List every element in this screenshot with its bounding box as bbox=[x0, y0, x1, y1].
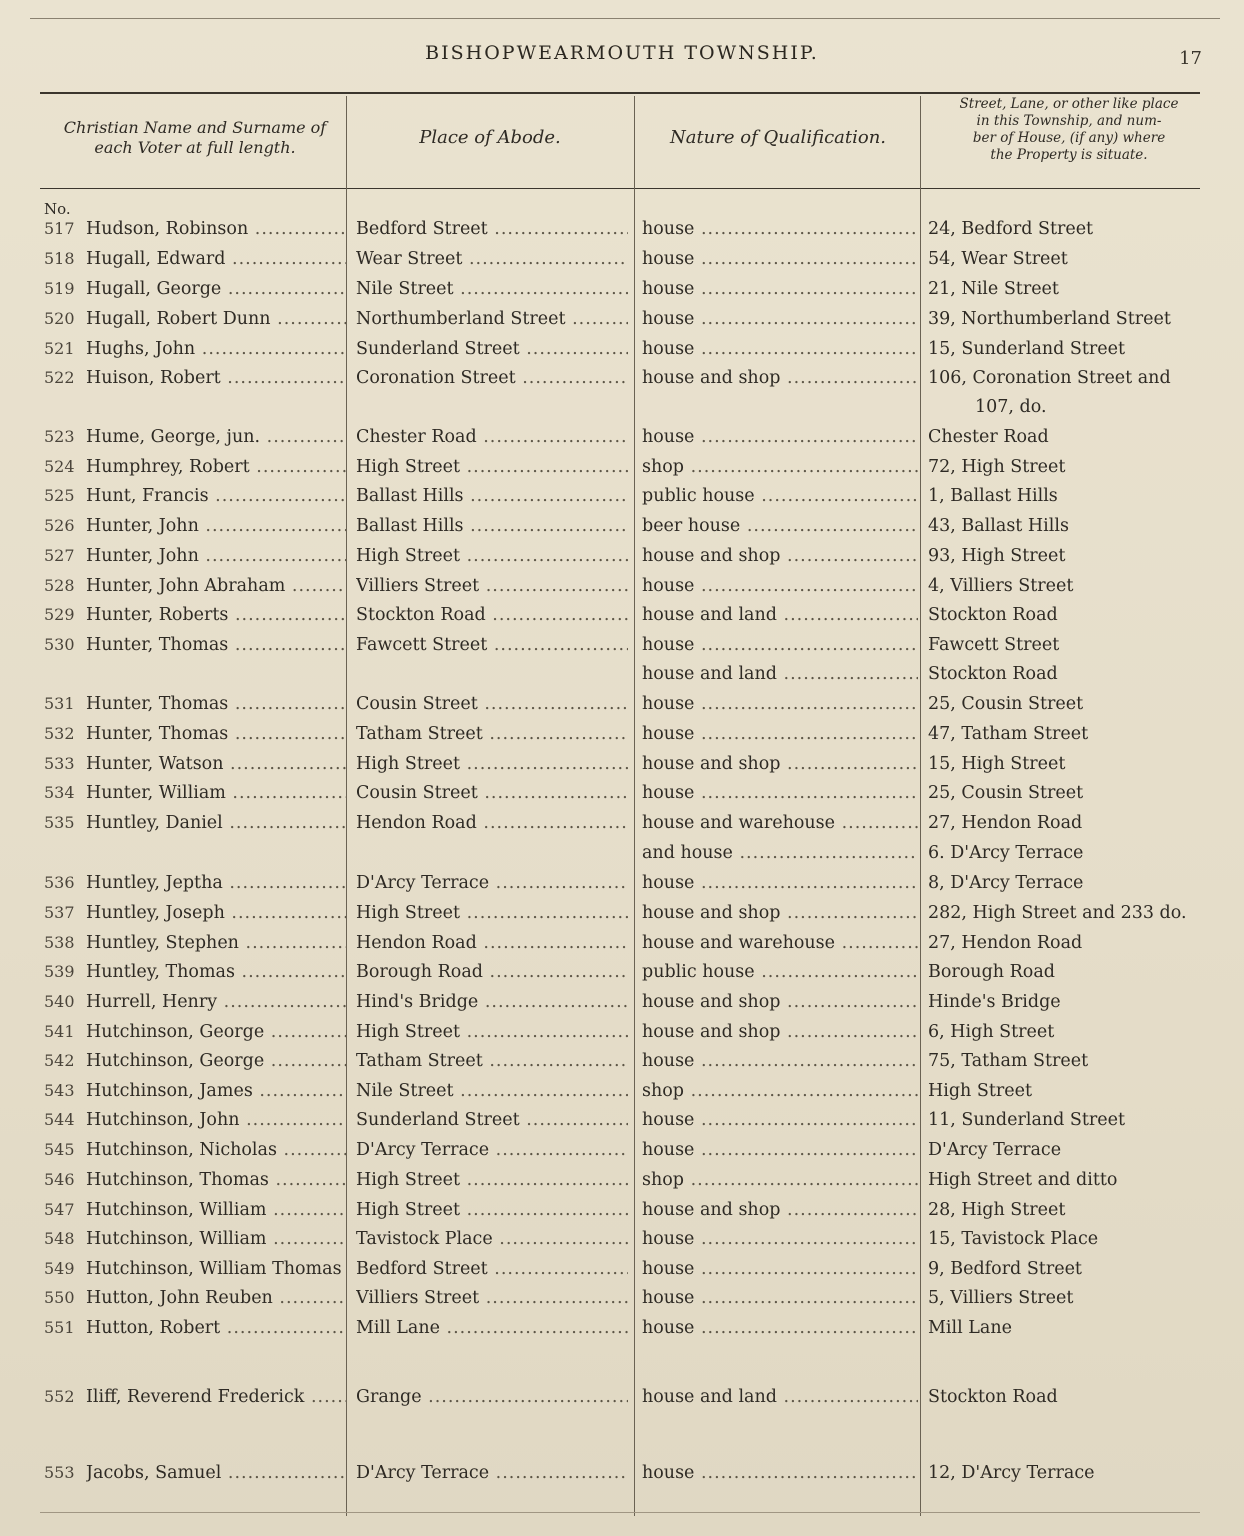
voter-number: 542 bbox=[44, 1051, 75, 1070]
place-of-abode: Fawcett Street ..... bbox=[356, 630, 628, 660]
voter-number: 551 bbox=[44, 1318, 75, 1337]
page-number: 17 bbox=[1179, 48, 1202, 69]
property-location: 15, Sunderland Street bbox=[928, 339, 1126, 359]
property-location: 25, Cousin Street bbox=[928, 783, 1084, 803]
qualification: house and shop ..... bbox=[642, 749, 918, 779]
table-row bbox=[0, 274, 1244, 304]
place-of-abode: Hind's Bridge ..... bbox=[356, 987, 628, 1017]
qualification: house and land ..... bbox=[642, 1382, 918, 1412]
voter-name: Hugall, Robert Dunn ..... bbox=[86, 304, 346, 334]
qualification: house and shop ..... bbox=[642, 987, 918, 1017]
voter-number: 536 bbox=[44, 873, 75, 892]
table-row bbox=[0, 334, 1244, 364]
table-row bbox=[0, 1283, 1244, 1313]
qualification: house and shop ..... bbox=[642, 363, 918, 393]
voter-number: 521 bbox=[44, 339, 75, 358]
table-row bbox=[0, 571, 1244, 601]
voter-number: 524 bbox=[44, 457, 75, 476]
voter-number: 529 bbox=[44, 605, 75, 624]
property-location: 27, Hendon Road bbox=[928, 933, 1083, 953]
header-rule-top bbox=[40, 92, 1200, 94]
voter-name: Hunt, Francis ..... bbox=[86, 481, 346, 511]
place-of-abode: Borough Road ..... bbox=[356, 957, 628, 987]
table-row bbox=[0, 481, 1244, 511]
table-row bbox=[0, 898, 1244, 928]
voter-name: Hudson, Robinson ..... bbox=[86, 214, 346, 244]
property-location: 21, Nile Street bbox=[928, 279, 1059, 299]
place-of-abode: Cousin Street ..... bbox=[356, 689, 628, 719]
voter-name: Hunter, Thomas ..... bbox=[86, 689, 346, 719]
qualification: house ..... bbox=[642, 304, 918, 334]
qualification: shop ..... bbox=[642, 1076, 918, 1106]
voter-number: 543 bbox=[44, 1081, 75, 1100]
voter-name: Hutchinson, Nicholas ..... bbox=[86, 1135, 346, 1165]
continuation-line-522: 107, do. bbox=[975, 397, 1047, 417]
voter-name: Huntley, Daniel ..... bbox=[86, 808, 346, 838]
column-header-abode: Place of Abode. bbox=[419, 127, 561, 148]
place-of-abode: Mill Lane ..... bbox=[356, 1313, 628, 1343]
qualification: house ..... bbox=[642, 1105, 918, 1135]
table-row bbox=[0, 1458, 1244, 1488]
qualification: house and land ..... bbox=[642, 600, 918, 630]
table-row bbox=[0, 214, 1244, 244]
voter-number: 522 bbox=[44, 368, 75, 387]
qualification: house ..... bbox=[642, 274, 918, 304]
qualification: house and warehouse ..... bbox=[642, 808, 918, 838]
property-location: 25, Cousin Street bbox=[928, 694, 1084, 714]
place-of-abode: Wear Street ..... bbox=[356, 244, 628, 274]
place-of-abode: Hendon Road ..... bbox=[356, 808, 628, 838]
property-location: 54, Wear Street bbox=[928, 249, 1068, 269]
property-location: Fawcett Street bbox=[928, 635, 1060, 655]
voter-name: Huntley, Stephen ..... bbox=[86, 928, 346, 958]
property-location: 72, High Street bbox=[928, 457, 1066, 477]
property-location: High Street and ditto bbox=[928, 1170, 1118, 1190]
voter-number: 546 bbox=[44, 1170, 75, 1189]
qualification: house ..... bbox=[642, 571, 918, 601]
column-header-name bbox=[50, 118, 340, 158]
qualification: house and shop ..... bbox=[642, 1195, 918, 1225]
property-location: 9, Bedford Street bbox=[928, 1259, 1082, 1279]
property-location: 15, Tavistock Place bbox=[928, 1229, 1099, 1249]
voter-number: 550 bbox=[44, 1288, 75, 1307]
qualification: house and shop ..... bbox=[642, 1017, 918, 1047]
property-location: Stockton Road bbox=[928, 605, 1058, 625]
voter-number: 531 bbox=[44, 694, 75, 713]
place-of-abode: High Street ..... bbox=[356, 1195, 628, 1225]
voter-number: 518 bbox=[44, 249, 75, 268]
bottom-rule bbox=[40, 1512, 1200, 1513]
qualification: house and shop ..... bbox=[642, 898, 918, 928]
number-column-label: No. bbox=[44, 200, 71, 218]
voter-name: Huntley, Joseph ..... bbox=[86, 898, 346, 928]
qualification: house ..... bbox=[642, 630, 918, 660]
voter-number: 549 bbox=[44, 1259, 75, 1278]
property-location: Stockton Road bbox=[928, 664, 1058, 684]
voter-name: Hunter, John ..... bbox=[86, 511, 346, 541]
table-row bbox=[0, 1135, 1244, 1165]
property-location: D'Arcy Terrace bbox=[928, 1140, 1062, 1160]
place-of-abode: High Street ..... bbox=[356, 898, 628, 928]
place-of-abode: Northumberland Street ..... bbox=[356, 304, 628, 334]
table-row bbox=[0, 600, 1244, 630]
property-location: 24, Bedford Street bbox=[928, 219, 1094, 239]
voter-name: Hutchinson, John ..... bbox=[86, 1105, 346, 1135]
place-of-abode: Chester Road ..... bbox=[356, 422, 628, 452]
voter-number: 530 bbox=[44, 635, 75, 654]
voter-name: Hutton, John Reuben ..... bbox=[86, 1283, 346, 1313]
qualification: house ..... bbox=[642, 244, 918, 274]
voter-name: Hugall, Edward ..... bbox=[86, 244, 346, 274]
voter-name: Hume, George, jun. ..... bbox=[86, 422, 346, 452]
voter-name: Hunter, Roberts ..... bbox=[86, 600, 346, 630]
table-row bbox=[0, 511, 1244, 541]
qualification: house ..... bbox=[642, 778, 918, 808]
property-location: Hinde's Bridge bbox=[928, 992, 1061, 1012]
voter-name: Hutchinson, Thomas ..... bbox=[86, 1165, 346, 1195]
voter-number: 517 bbox=[44, 219, 75, 238]
voter-name: Hutchinson, George ..... bbox=[86, 1017, 346, 1047]
table-row bbox=[0, 1076, 1244, 1106]
running-title: BISHOPWEARMOUTH TOWNSHIP. bbox=[425, 42, 819, 64]
table-row bbox=[0, 778, 1244, 808]
voter-number: 519 bbox=[44, 279, 75, 298]
voter-number: 532 bbox=[44, 724, 75, 743]
voter-name: Hutchinson, William ..... bbox=[86, 1224, 346, 1254]
qualification: house ..... bbox=[642, 1046, 918, 1076]
place-of-abode: Hendon Road ..... bbox=[356, 928, 628, 958]
column-header-location-line2: in this Township, and num- bbox=[976, 113, 1162, 129]
voter-name: Hutchinson, William Thomas ..... bbox=[86, 1254, 346, 1284]
voter-name: Iliff, Reverend Frederick ..... bbox=[86, 1382, 346, 1412]
property-location: 75, Tatham Street bbox=[928, 1051, 1089, 1071]
voter-name: Hunter, John ..... bbox=[86, 541, 346, 571]
voter-name: Hutchinson, William ..... bbox=[86, 1195, 346, 1225]
property-location: 282, High Street and 233 do. bbox=[928, 903, 1187, 923]
table-row bbox=[0, 868, 1244, 898]
table-row bbox=[0, 1017, 1244, 1047]
property-location: 43, Ballast Hills bbox=[928, 516, 1069, 536]
place-of-abode: D'Arcy Terrace ..... bbox=[356, 1458, 628, 1488]
place-of-abode: Grange ..... bbox=[356, 1382, 628, 1412]
column-header-location-line4: the Property is situate. bbox=[990, 147, 1148, 163]
column-header-qualification: Nature of Qualification. bbox=[669, 127, 887, 148]
table-row bbox=[0, 304, 1244, 334]
voter-number: 528 bbox=[44, 576, 75, 595]
place-of-abode: High Street ..... bbox=[356, 1165, 628, 1195]
qualification: public house ..... bbox=[642, 957, 918, 987]
voter-name: Hunter, Watson ..... bbox=[86, 749, 346, 779]
column-header-location bbox=[924, 96, 1214, 164]
voter-number: 544 bbox=[44, 1110, 75, 1129]
property-location: 4, Villiers Street bbox=[928, 576, 1074, 596]
table-row bbox=[0, 422, 1244, 452]
table-row bbox=[0, 541, 1244, 571]
voter-number: 548 bbox=[44, 1229, 75, 1248]
table-row bbox=[0, 987, 1244, 1017]
voter-number: 541 bbox=[44, 1022, 75, 1041]
voter-name: Hughs, John ..... bbox=[86, 334, 346, 364]
voter-name: Huison, Robert ..... bbox=[86, 363, 346, 393]
voter-number: 535 bbox=[44, 813, 75, 832]
qualification: house ..... bbox=[642, 719, 918, 749]
qualification: shop ..... bbox=[642, 452, 918, 482]
voter-number: 538 bbox=[44, 933, 75, 952]
property-location: 106, Coronation Street and bbox=[928, 368, 1171, 388]
place-of-abode: Villiers Street ..... bbox=[356, 571, 628, 601]
place-of-abode: Stockton Road ..... bbox=[356, 600, 628, 630]
table-row bbox=[0, 1313, 1244, 1343]
table-row bbox=[0, 928, 1244, 958]
place-of-abode: Bedford Street ..... bbox=[356, 1254, 628, 1284]
voter-name: Hugall, George ..... bbox=[86, 274, 346, 304]
property-location: 93, High Street bbox=[928, 546, 1066, 566]
place-of-abode: Nile Street ..... bbox=[356, 274, 628, 304]
voter-name: Hutton, Robert ..... bbox=[86, 1313, 346, 1343]
property-location: 12, D'Arcy Terrace bbox=[928, 1463, 1095, 1483]
place-of-abode: Bedford Street ..... bbox=[356, 214, 628, 244]
table-row bbox=[0, 1382, 1244, 1412]
qualification: house ..... bbox=[642, 422, 918, 452]
qualification: house and warehouse ..... bbox=[642, 928, 918, 958]
qualification: house ..... bbox=[642, 868, 918, 898]
voter-number: 523 bbox=[44, 427, 75, 446]
place-of-abode: High Street ..... bbox=[356, 1017, 628, 1047]
voter-name: Hunter, William ..... bbox=[86, 778, 346, 808]
table-row bbox=[0, 719, 1244, 749]
voter-number: 537 bbox=[44, 903, 75, 922]
property-location: 6, High Street bbox=[928, 1022, 1055, 1042]
place-of-abode: Coronation Street ..... bbox=[356, 363, 628, 393]
place-of-abode: High Street ..... bbox=[356, 541, 628, 571]
voter-name: Huntley, Thomas ..... bbox=[86, 957, 346, 987]
place-of-abode: D'Arcy Terrace ..... bbox=[356, 1135, 628, 1165]
voter-name: Hutchinson, James ..... bbox=[86, 1076, 346, 1106]
column-header-location-line1: Street, Lane, or other like place bbox=[959, 96, 1179, 112]
place-of-abode: Tatham Street ..... bbox=[356, 719, 628, 749]
voter-name: Jacobs, Samuel ..... bbox=[86, 1458, 346, 1488]
place-of-abode: D'Arcy Terrace ..... bbox=[356, 868, 628, 898]
property-location: 15, High Street bbox=[928, 754, 1066, 774]
column-header-location-line3: ber of House, (if any) where bbox=[972, 130, 1166, 146]
qualification: house ..... bbox=[642, 689, 918, 719]
property-location: 8, D'Arcy Terrace bbox=[928, 873, 1084, 893]
property-location: 47, Tatham Street bbox=[928, 724, 1089, 744]
voter-number: 533 bbox=[44, 754, 75, 773]
place-of-abode: High Street ..... bbox=[356, 452, 628, 482]
qualification: house ..... bbox=[642, 1458, 918, 1488]
property-location: 11, Sunderland Street bbox=[928, 1110, 1126, 1130]
voter-number: 526 bbox=[44, 516, 75, 535]
table-row bbox=[0, 659, 1244, 689]
top-border bbox=[30, 18, 1220, 19]
voter-name: Huntley, Jeptha ..... bbox=[86, 868, 346, 898]
table-row bbox=[0, 749, 1244, 779]
property-location: High Street bbox=[928, 1081, 1033, 1101]
header-rule-bottom bbox=[40, 188, 1200, 189]
table-row bbox=[0, 630, 1244, 660]
qualification: beer house ..... bbox=[642, 511, 918, 541]
property-location: Chester Road bbox=[928, 427, 1049, 447]
table-row bbox=[0, 957, 1244, 987]
table-row bbox=[0, 1046, 1244, 1076]
voter-number: 552 bbox=[44, 1387, 75, 1406]
qualification: house ..... bbox=[642, 1313, 918, 1343]
table-row bbox=[0, 363, 1244, 393]
table-row bbox=[0, 1224, 1244, 1254]
voter-name: Hutchinson, George ..... bbox=[86, 1046, 346, 1076]
voter-number: 539 bbox=[44, 962, 75, 981]
voter-number: 545 bbox=[44, 1140, 75, 1159]
voter-number: 547 bbox=[44, 1200, 75, 1219]
table-row bbox=[0, 1105, 1244, 1135]
voter-number: 553 bbox=[44, 1463, 75, 1482]
property-location: 6. D'Arcy Terrace bbox=[928, 843, 1084, 863]
voter-number: 527 bbox=[44, 546, 75, 565]
voter-name: Hunter, Thomas ..... bbox=[86, 630, 346, 660]
table-row bbox=[0, 1254, 1244, 1284]
qualification: house ..... bbox=[642, 334, 918, 364]
place-of-abode: Ballast Hills ..... bbox=[356, 481, 628, 511]
place-of-abode: Sunderland Street ..... bbox=[356, 1105, 628, 1135]
qualification: house ..... bbox=[642, 1135, 918, 1165]
property-location: Stockton Road bbox=[928, 1387, 1058, 1407]
column-header-name-line2: each Voter at full length. bbox=[94, 138, 296, 157]
voter-number: 534 bbox=[44, 783, 75, 802]
place-of-abode: Ballast Hills ..... bbox=[356, 511, 628, 541]
qualification: public house ..... bbox=[642, 481, 918, 511]
property-location: 1, Ballast Hills bbox=[928, 486, 1058, 506]
voter-number: 540 bbox=[44, 992, 75, 1011]
place-of-abode: Cousin Street ..... bbox=[356, 778, 628, 808]
voter-name: Hurrell, Henry ..... bbox=[86, 987, 346, 1017]
property-location: 27, Hendon Road bbox=[928, 813, 1083, 833]
voter-number: 525 bbox=[44, 486, 75, 505]
voter-name: Hunter, Thomas ..... bbox=[86, 719, 346, 749]
qualification: house ..... bbox=[642, 1224, 918, 1254]
property-location: Mill Lane bbox=[928, 1318, 1012, 1338]
place-of-abode: Tavistock Place ..... bbox=[356, 1224, 628, 1254]
property-location: 5, Villiers Street bbox=[928, 1288, 1074, 1308]
qualification: house ..... bbox=[642, 214, 918, 244]
column-header-name-line1: Christian Name and Surname of bbox=[63, 118, 327, 137]
qualification: shop ..... bbox=[642, 1165, 918, 1195]
place-of-abode: Nile Street ..... bbox=[356, 1076, 628, 1106]
qualification: house and shop ..... bbox=[642, 541, 918, 571]
table-row bbox=[0, 244, 1244, 274]
place-of-abode: High Street ..... bbox=[356, 749, 628, 779]
table-row bbox=[0, 838, 1244, 868]
table-row bbox=[0, 452, 1244, 482]
voter-name: Humphrey, Robert ..... bbox=[86, 452, 346, 482]
property-location: 28, High Street bbox=[928, 1200, 1066, 1220]
qualification: house ..... bbox=[642, 1254, 918, 1284]
table-row bbox=[0, 1195, 1244, 1225]
property-location: Borough Road bbox=[928, 962, 1055, 982]
place-of-abode: Sunderland Street ..... bbox=[356, 334, 628, 364]
qualification: house ..... bbox=[642, 1283, 918, 1313]
qualification: house and land ..... bbox=[642, 659, 918, 689]
place-of-abode: Tatham Street ..... bbox=[356, 1046, 628, 1076]
property-location: 39, Northumberland Street bbox=[928, 309, 1171, 329]
voter-name: Hunter, John Abraham ..... bbox=[86, 571, 346, 601]
place-of-abode: Villiers Street ..... bbox=[356, 1283, 628, 1313]
qualification: and house ..... bbox=[642, 838, 918, 868]
voter-number: 520 bbox=[44, 309, 75, 328]
table-row bbox=[0, 808, 1244, 838]
table-row bbox=[0, 689, 1244, 719]
table-row bbox=[0, 1165, 1244, 1195]
